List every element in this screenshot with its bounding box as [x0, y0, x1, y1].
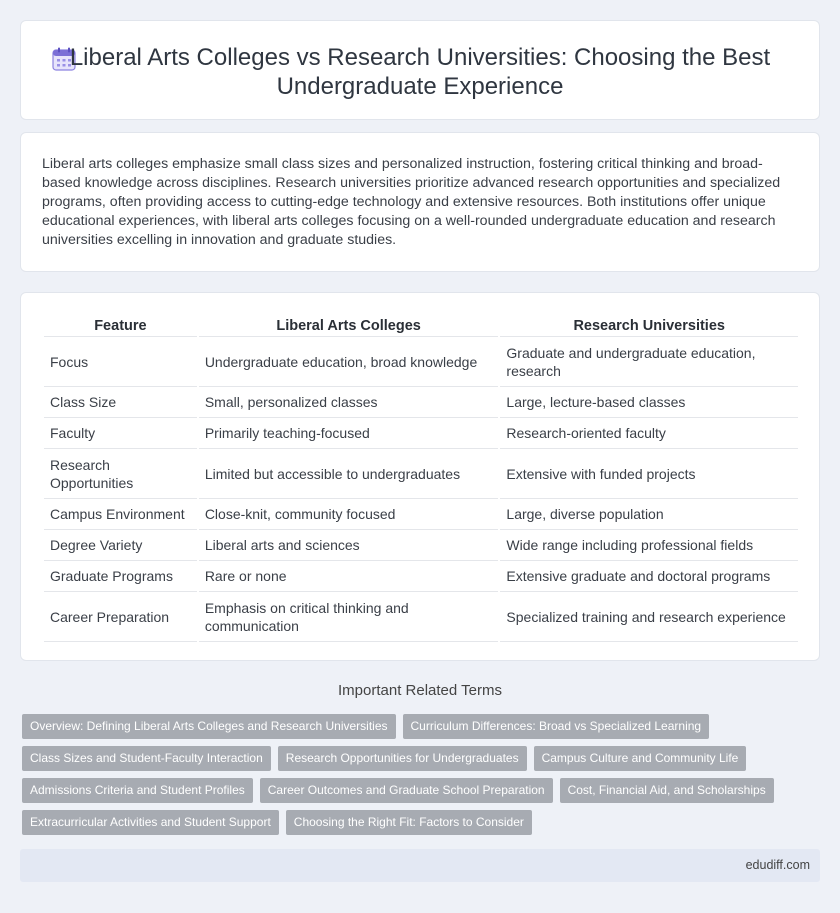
tag-row — [22, 714, 822, 739]
related-term-tag[interactable]: Research Opportunities for Undergraduates — [278, 746, 527, 771]
research-cell: Extensive with funded projects — [500, 449, 798, 499]
related-terms-list — [22, 714, 822, 842]
tag-row — [22, 746, 822, 771]
related-term-tag[interactable]: Overview: Defining Liberal Arts Colleges and Research Universities — [22, 714, 396, 739]
tag-row — [22, 810, 822, 835]
feature-cell: Focus — [44, 337, 197, 387]
feature-cell: Career Preparation — [44, 592, 197, 642]
intro-paragraph: Liberal arts colleges emphasize small class sizes and personalized instruction, fostering critical thinking and broad-based knowledge across disciplines. Research universities prioritize advanced research opportunities and specialized programs, often providing access to cutting-edge technology and extensive resources. Both institutions offer unique educational experiences, with liberal arts colleges focusing on a well-rounded undergraduate education and research universities excelling in innovation and graduate studies. — [42, 156, 781, 248]
page-title: Liberal Arts Colleges vs Research Universities: Choosing the Best Undergraduate Experience — [69, 44, 771, 100]
related-term-tag[interactable]: Career Outcomes and Graduate School Preparation — [260, 778, 553, 803]
related-term-tag[interactable]: Class Sizes and Student-Faculty Interaction — [22, 746, 271, 771]
table-row — [44, 499, 798, 530]
research-cell: Extensive graduate and doctoral programs — [500, 561, 798, 592]
header-feature: Feature — [44, 315, 197, 337]
research-cell: Large, diverse population — [500, 499, 798, 530]
related-terms-title: Important Related Terms — [338, 682, 502, 699]
feature-cell: Graduate Programs — [44, 561, 197, 592]
tag-row — [22, 778, 822, 803]
header-liberal-arts: Liberal Arts Colleges — [199, 315, 499, 337]
liberal-arts-cell: Limited but accessible to undergraduates — [199, 449, 499, 499]
related-term-tag[interactable]: Cost, Financial Aid, and Scholarships — [560, 778, 774, 803]
table-row — [44, 418, 798, 449]
liberal-arts-cell: Close-knit, community focused — [199, 499, 499, 530]
footer-bar — [20, 849, 820, 882]
header-card — [20, 20, 820, 120]
feature-cell: Research Opportunities — [44, 449, 197, 499]
liberal-arts-cell: Liberal arts and sciences — [199, 530, 499, 561]
feature-cell: Degree Variety — [44, 530, 197, 561]
liberal-arts-cell: Undergraduate education, broad knowledge — [199, 337, 499, 387]
table-row — [44, 337, 798, 387]
header-research: Research Universities — [500, 315, 798, 337]
research-cell: Large, lecture-based classes — [500, 387, 798, 418]
table-row — [44, 530, 798, 561]
liberal-arts-cell: Small, personalized classes — [199, 387, 499, 418]
intro-card — [20, 132, 820, 272]
feature-cell: Faculty — [44, 418, 197, 449]
table-row — [44, 592, 798, 642]
feature-cell: Class Size — [44, 387, 197, 418]
table-row — [44, 449, 798, 499]
feature-cell: Campus Environment — [44, 499, 197, 530]
table-row — [44, 387, 798, 418]
liberal-arts-cell: Rare or none — [199, 561, 499, 592]
table-row — [44, 561, 798, 592]
table-header-row — [44, 315, 798, 337]
footer-site-link[interactable]: edudiff.com — [745, 858, 810, 872]
comparison-table-card — [20, 292, 820, 661]
related-term-tag[interactable]: Curriculum Differences: Broad vs Specialized Learning — [403, 714, 710, 739]
liberal-arts-cell: Emphasis on critical thinking and communication — [199, 592, 499, 642]
research-cell: Graduate and undergraduate education, research — [500, 337, 798, 387]
research-cell: Wide range including professional fields — [500, 530, 798, 561]
liberal-arts-cell: Primarily teaching-focused — [199, 418, 499, 449]
comparison-table — [42, 315, 800, 642]
research-cell: Specialized training and research experience — [500, 592, 798, 642]
related-term-tag[interactable]: Campus Culture and Community Life — [534, 746, 747, 771]
related-term-tag[interactable]: Extracurricular Activities and Student Support — [22, 810, 279, 835]
related-term-tag[interactable]: Choosing the Right Fit: Factors to Consider — [286, 810, 532, 835]
related-term-tag[interactable]: Admissions Criteria and Student Profiles — [22, 778, 253, 803]
research-cell: Research-oriented faculty — [500, 418, 798, 449]
